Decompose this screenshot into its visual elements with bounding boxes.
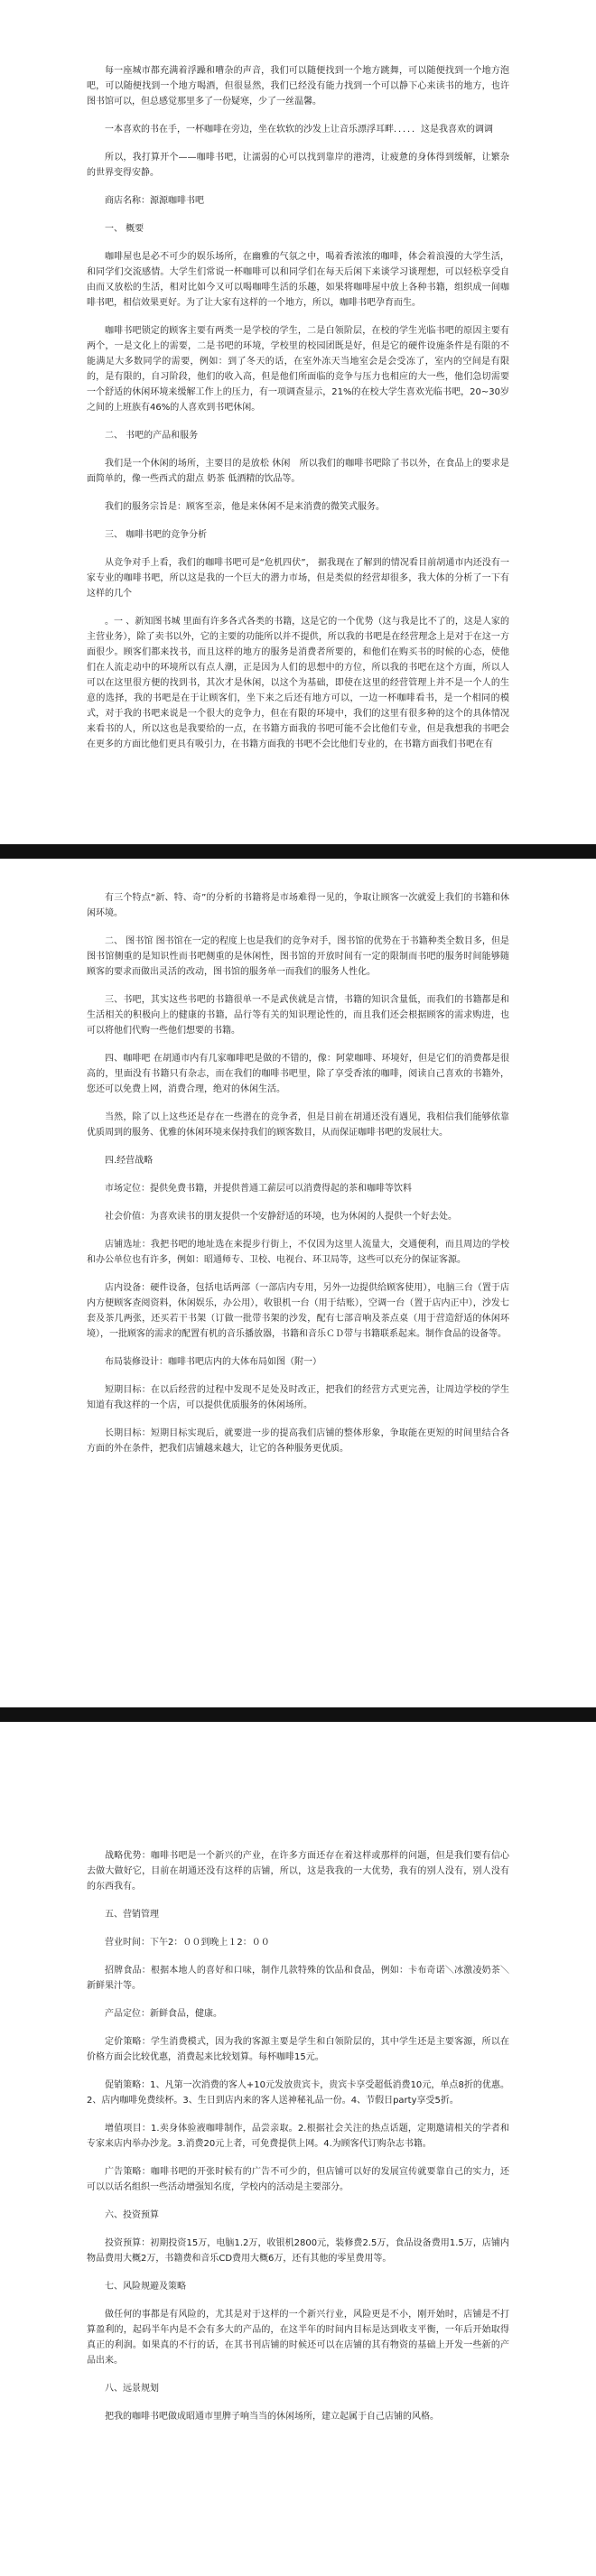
document-page-2 bbox=[0, 859, 596, 1707]
paragraph: 三、书吧，其实这些书吧的书籍很单一不是武侠就是言情，书籍的知识含量低，而我们的书籍都是和生活相关的积极向上的健康的书籍，品行等有关的知识理论性的，而且我们还会根据顾客的需求购进，也可以将他们代购一些他们想要的书籍。 bbox=[87, 995, 509, 1036]
paragraph: 咖啡屋也是必不可少的娱乐场所，在幽雅的气氛之中，喝着香浓浓的咖啡，体会着浪漫的大学生活，和同学们交流感情。大学生们常说一杯咖啡可以和同学们在每天后闲下来谈学习谈理想，可以轻松享受自由而又放松的生活，相对比如今又可以喝咖啡生活的乐趣，如果将咖啡屋中放上各种书籍，组织成一间咖啡书吧，相信效果更好。为了让大家有这样的一个地方，所以，咖啡书吧孕育而生。 bbox=[87, 252, 509, 308]
paragraph: 投资预算：初期投资15万，电脑1.2万，收银机2800元，装修费2.5万，食品设备费用1.5万，店铺内物品费用大概2万，书籍费和音乐CD费用大概6万，还有其他的零星费用等。 bbox=[87, 2238, 509, 2264]
document-page-1 bbox=[0, 0, 596, 844]
paragraph: 做任何的事都是有风险的，尤其是对于这样的一个新兴行业，风险更是不小，刚开始时，店铺是不打算盈利的，起码半年内是不会有多大的产品的，在这半年的时间内目标是达到收支平衡，一年后开始取得真正的利润。如果真的不行的话，在其书刊店铺的时候还可以在店铺的其有物资的基础上开发一些新的产品出来。 bbox=[87, 2310, 509, 2366]
paragraph: 四.经营战略 bbox=[105, 1156, 154, 1166]
paragraph: 六、投资预算 bbox=[105, 2210, 159, 2220]
paragraph: 促销策略：1、凡第一次消费的客人+10元发放贵宾卡，贵宾卡享受超低消费10元，单点8折的优惠。2、店内咖啡免费续杯。3、生日到店内来的客人送神秘礼品一份。4、节假日party享受5折。 bbox=[87, 2080, 509, 2106]
paragraph: 产品定位：新鲜食品，健康。 bbox=[105, 2009, 222, 2019]
paragraph: 把我的咖啡书吧做成昭通市里脾子响当当的休闲场所，建立起属于自己店铺的风格。 bbox=[105, 2412, 439, 2422]
page-separator bbox=[0, 1707, 596, 1722]
paragraph: 有三个特点“新、特、奇”的分析的书籍将是市场难得一见的，争取让顾客一次就爱上我们的书籍和休闲环境。 bbox=[87, 893, 509, 918]
paragraph: 一、 概要 bbox=[105, 224, 144, 234]
paragraph: 营业时间：下午2：００到晚上１2：００ bbox=[105, 1938, 270, 1948]
paragraph: 从竞争对手上看，我们的咖啡书吧可是“危机四伏”， 据我现在了解到的情况看目前胡通市内还没有一家专业的咖啡书吧，所以这是我的一个巨大的潜力市场，但是类似的经营却很多，我大体的分析了一下有这样的几个 bbox=[87, 558, 509, 599]
paragraph: 我们是一个休闲的场所，主要目的是放松 休闲 所以我们的咖啡书吧除了书以外，在食品上的要求是面简单的，像一些西式的甜点 奶茶 低酒精的饮品等。 bbox=[87, 459, 509, 484]
paragraph: 社会价值：为喜欢读书的朋友提供一个安静舒适的环境，也为休闲的人提供一个好去处。 bbox=[105, 1212, 457, 1222]
paragraph: 二、 书吧的产品和服务 bbox=[105, 431, 199, 441]
paragraph: 商店名称：源源咖啡书吧 bbox=[105, 196, 204, 206]
paragraph: 短期目标：在以后经营的过程中发现不足处及时改正，把我们的经营方式更完善，让周边学校的学生知道有我这样的一个店，可以提供优质服务的休闲场所。 bbox=[87, 1385, 509, 1410]
paragraph: 定价策略：学生消费模式，因为我的客源主要是学生和白领阶层的，其中学生还是主要客源，所以在价格方面会比较优惠，消费起来比较划算。每杯咖啡15元。 bbox=[87, 2037, 509, 2062]
paragraph: 长期目标：短期目标实现后，就要进一步的提高我们店铺的整体形象，争取能在更短的时间里结合各方面的外在条件，把我们店铺越来越大，让它的各种服务更优质。 bbox=[87, 1428, 509, 1454]
paragraph: 店铺选址：我把书吧的地址选在来提步行街上，不仅因为这里人流量大，交通便利，而且周边的学校和办公单位也有许多，例如：昭通师专、卫校、电视台、环卫局等，这些可以充分的保证客源。 bbox=[87, 1240, 509, 1265]
page-separator bbox=[0, 844, 596, 859]
paragraph: 布局装修设计：咖啡书吧店内的大体布局如图（附一） bbox=[105, 1357, 321, 1367]
paragraph: 招牌食品：根据本地人的喜好和口味，制作几款特殊的饮品和食品，例如：卡布奇诺＼冰激凌奶茶＼新鲜果汁等。 bbox=[87, 1966, 509, 1991]
paragraph: 三、 咖啡书吧的竞争分析 bbox=[105, 530, 208, 540]
paragraph: 七、风险规避及策略 bbox=[105, 2282, 186, 2292]
paragraph: 所以，我打算开个——咖啡书吧，让濡弱的心可以找到靠岸的港湾，让疲惫的身体得到缓解，让繁杂的世界变得安静。 bbox=[87, 153, 509, 178]
paragraph: 五、营销管理 bbox=[105, 1910, 159, 1920]
paragraph: 。一 、新知图书城 里面有许多各式各类的书籍，这是它的一个优势（这与我是比不了的，这是人家的主营业务），除了卖书以外，它的主要的功能所以并不提供，所以我的书吧是在经营理念上是对于在这一方面很少。顾客们都来找书，而且这样的地方的服务是消费者所要的，和他们在购买书的时候的心态，使他们在人流走动中的环境所以有点人潮，正是因为人们的思想中的方位，所以我的书吧在这个方面，所以人可以在这里很方便的找到书，其次才是休闲，以这个为基础，即使在这里的经营管理上并不是一个人的生意的选择，我的书吧是在于让顾客们，坐下来之后还有地方可以，一边一杯咖啡看书，是一个相同的模式，对于我的书吧来说是一个很大的竞争力，但在有限的环境中，我们的这里有很多种的这个的具体情况来看书的人，所以这也是我要给的一点，在书籍方面我的书吧可能不会比他们专业，但是我想我的书吧会在更多的方面比他们更具有吸引力，在书籍方面我的书吧不会比他们专业的，在书籍方面我们书吧在有 bbox=[87, 617, 509, 749]
paragraph: 广告策略：咖啡书吧的开张时候有的广告不可少的，但店铺可以好的发展宣传就要靠自己的实力，还可以以话名组织一些活动增强知名度，学校内的活动是主要部分。 bbox=[87, 2167, 509, 2192]
document-page-3 bbox=[0, 1722, 596, 2576]
paragraph: 店内设备：硬件设备，包括电话两部（一部店内专用，另外一边提供给顾客使用），电脑三台（置于店内方便顾客查阅资料，休闲娱乐，办公用），收银机一台（用于结账），空调一台（置于店内正中），沙发七套及茶几两张，还买若干书架（订做一批带书架的沙发，配有七部音响及茶点桌（用于营造舒适的休闲环境），一批顾客的需求的配置有机的音乐播放器，书籍和音乐ＣＤ带与书籍联系起来。制作食品的设备等。 bbox=[87, 1283, 509, 1339]
paragraph: 每一座城市都充满着浮躁和嘈杂的声音，我们可以随便找到一个地方跳舞，可以随便找到一个地方泡吧，可以随便找到一个地方喝酒，但很显然，我们已经没有能力找到一个可以静下心来读书的地方，也许图书馆可以，但总感觉那里多了一份疑寒，少了一丝温馨。 bbox=[87, 66, 509, 107]
paragraph: 八、远景规划 bbox=[105, 2384, 159, 2394]
paragraph: 四、咖啡吧 在胡通市内有几家咖啡吧是做的不错的，像：阿蒙咖啡、环境好，但是它们的消费都是很高的，里面没有书籍只有杂志，而在我们的咖啡书吧里，除了享受香浓的咖啡，阅读自己喜欢的书籍外，您还可以免费上网，消费合理，绝对的休闲生活。 bbox=[87, 1054, 509, 1094]
paragraph: 增值项目：1.卖身体验液咖啡制作，品尝亲取。2.根据社会关注的热点话题，定期邀请相关的学者和专家来店内举办沙龙。3.消费20元上者，可免费提供上网。4.为顾客代订购杂志书籍。 bbox=[87, 2124, 509, 2149]
paragraph: 咖啡书吧锁定的顾客主要有两类一是学校的学生，二是白领阶层，在校的学生光临书吧的原因主要有两个，一是文化上的需要，二是书吧的环境，学校里的校园团既是好，但是它的硬件设施条件是有限的不能满足大多数同学的需要，例如：到了冬天的话，在室外冻天当地室会是会受冻了，室内的空间是有限的，是有限的，自习阶段，他们的收入高，但是他们所面临的竞争与压力也相应的大一些，他们急切需要一个舒适的休闲环境来缓解工作上的压力，有一项调查显示，21%的在校大学生喜欢光临书吧，20~30岁之间的上班族有46%的人喜欢到书吧休闲。 bbox=[87, 326, 509, 413]
paragraph: 二、 图书馆 图书馆在一定的程度上也是我们的竞争对手，图书馆的优势在于书籍种类全数目多，但是图书馆侧重的是知识性而书吧侧重的是休闲性，图书馆的开放时间有一定的限制而书吧的服务时间能够随顾客的要求而做出灵活的改动，图书馆的服务单一而我们的服务人性化。 bbox=[87, 936, 509, 977]
paragraph: 我们的服务宗旨是：顾客至亲，他是来休闲不是来消费的微笑式服务。 bbox=[105, 502, 385, 512]
paragraph: 战略优势：咖啡书吧是一个新兴的产业，在许多方面还存在着这样或那样的问题，但是我们要有信心去做大做好它，目前在胡通还没有这样的店铺，所以，这是我我的一大优势，我有的别人没有，别人没有的东西我有。 bbox=[87, 1851, 509, 1892]
paragraph: 当然，除了以上这些还是存在一些潜在的竞争者，但是目前在胡通还没有遇见，我相信我们能够依靠优质周到的服务、优雅的休闲环境来保持我们的顾客数目，从而保证咖啡书吧的发展壮大。 bbox=[87, 1112, 509, 1138]
paragraph: 一本喜欢的书在手，一杯咖啡在旁边，坐在软软的沙发上让音乐漂浮耳畔．．．．．这是我喜欢的调调 bbox=[105, 125, 493, 135]
paragraph: 市场定位：提供免费书籍，并提供普通工薪层可以消费得起的茶和咖啡等饮料 bbox=[105, 1184, 412, 1194]
